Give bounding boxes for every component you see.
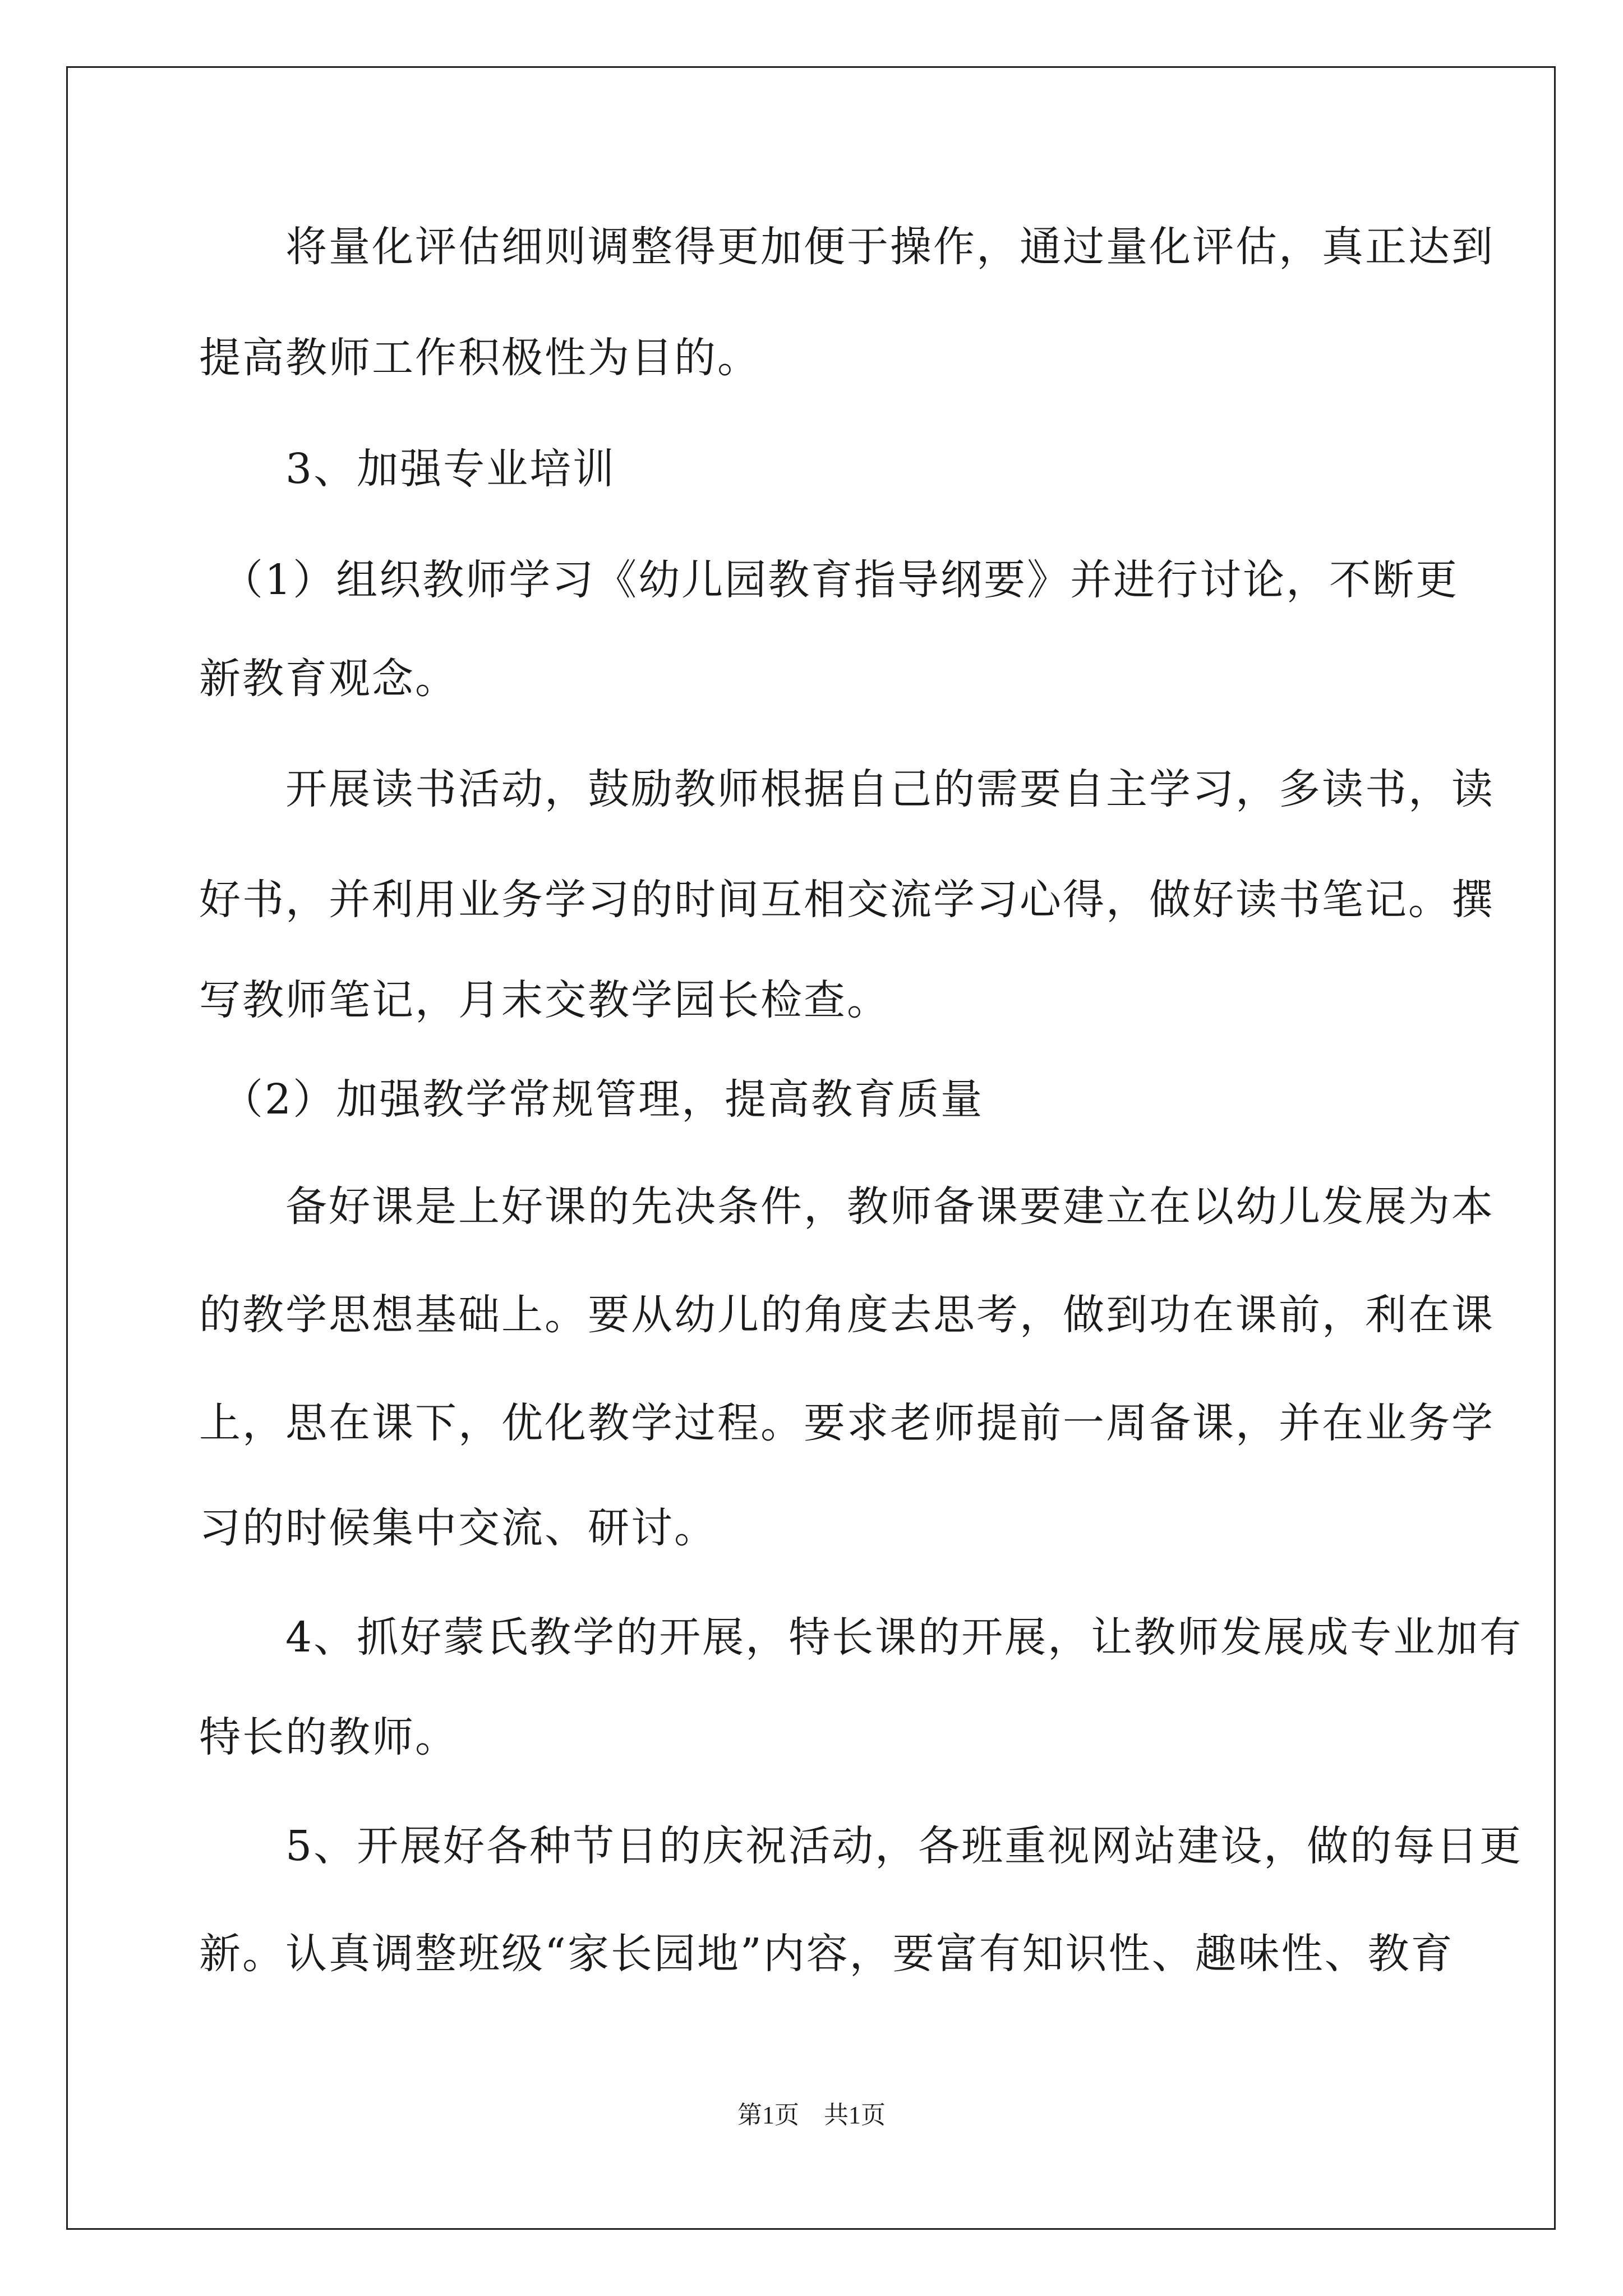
text-line: 上，思在课下，优化教学过程。要求老师提前一周备课，并在业务学	[199, 1399, 1495, 1447]
text-line: （1）组织教师学习《幼儿园教育指导纲要》并进行讨论，不断更	[199, 556, 1459, 604]
page-border	[66, 66, 1556, 2230]
text-line: 提高教师工作积极性为目的。	[199, 334, 760, 382]
text-line: 开展读书活动，鼓励教师根据自己的需要自主学习，多读书，读	[199, 765, 1495, 813]
text-line: 的教学思想基础上。要从幼儿的角度去思考，做到功在课前，利在课	[199, 1291, 1495, 1339]
text-line: 5、开展好各种节日的庆祝活动，各班重视网站建设，做的每日更	[199, 1822, 1523, 1870]
text-line: 特长的教师。	[199, 1713, 458, 1761]
text-line: 好书，并利用业务学习的时间互相交流学习心得，做好读书笔记。撰	[199, 876, 1495, 924]
text-line: 新教育观念。	[199, 655, 458, 703]
text-line: 新。认真调整班级“家长园地”内容，要富有知识性、趣味性、教育	[199, 1930, 1454, 1978]
page-footer: 第1页 共1页	[737, 2101, 886, 2129]
text-line: 写教师笔记，月末交教学园长检查。	[199, 976, 890, 1024]
text-line: 3、加强专业培训	[199, 445, 616, 493]
text-line: 将量化评估细则调整得更加便于操作，通过量化评估，真正达到	[199, 223, 1495, 271]
text-line: 习的时候集中交流、研讨。	[199, 1504, 717, 1552]
text-line: 备好课是上好课的先决条件，教师备课要建立在以幼儿发展为本	[199, 1182, 1495, 1231]
text-line: （2）加强教学常规管理，提高教育质量	[199, 1075, 984, 1124]
text-line: 4、抓好蒙氏教学的开展，特长课的开展，让教师发展成专业加有	[199, 1613, 1523, 1662]
